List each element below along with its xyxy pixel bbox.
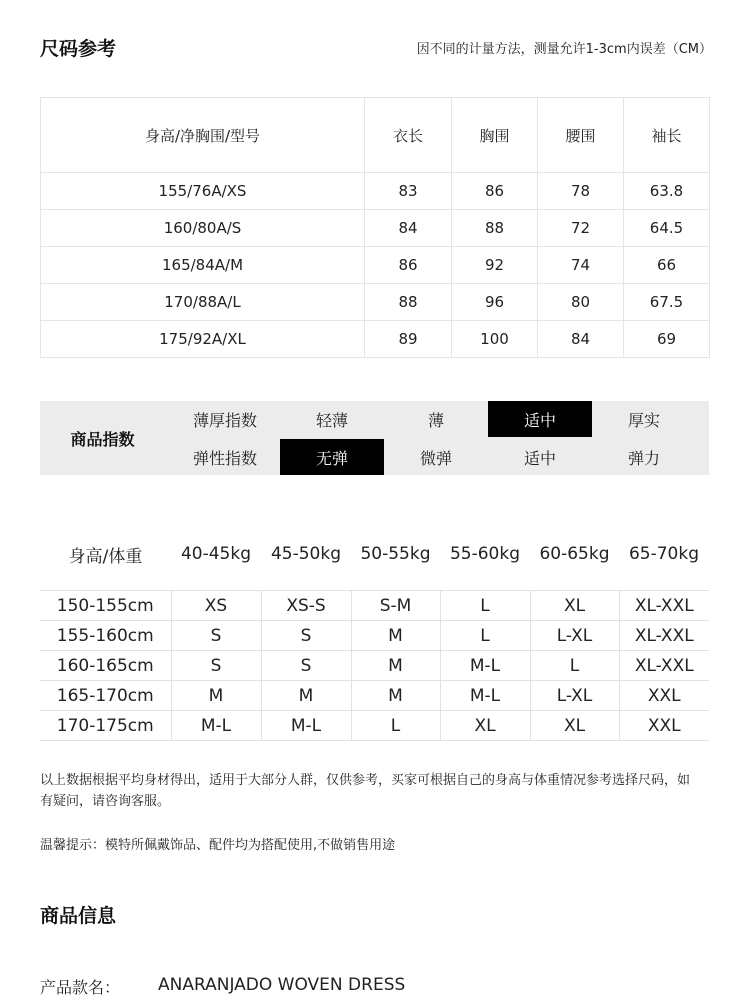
table-cell: XXL xyxy=(619,681,709,711)
table-row xyxy=(41,173,710,210)
table-cell: 88 xyxy=(365,284,452,321)
table-cell: M-L xyxy=(261,711,351,741)
header-chest: 胸围 xyxy=(452,98,538,173)
table-cell: 170/88A/L xyxy=(41,284,365,321)
table-cell: L xyxy=(440,591,530,621)
weight-table-header xyxy=(40,532,709,576)
product-name-label: 产品款名： xyxy=(40,978,121,997)
table-cell: 74 xyxy=(538,247,624,284)
table-cell: XL-XXL xyxy=(619,591,709,621)
table-row xyxy=(40,591,709,621)
header-height-chest-size: 身高/净胸围/型号 xyxy=(41,98,365,173)
header-weight-range: 55-60kg xyxy=(449,544,521,564)
height-range-cell: 155-160cm xyxy=(40,621,171,651)
elasticity-option-medium: 适中 xyxy=(523,448,556,468)
table-cell: 88 xyxy=(452,210,538,247)
size-table-header xyxy=(41,98,710,173)
height-range-cell: 165-170cm xyxy=(40,681,171,711)
header-weight-range: 65-70kg xyxy=(628,544,700,564)
table-cell: M-L xyxy=(440,651,530,681)
table-cell: 69 xyxy=(624,321,710,358)
table-row xyxy=(40,621,709,651)
table-cell: L xyxy=(530,651,619,681)
table-cell: L xyxy=(351,711,440,741)
thickness-option-thick: 厚实 xyxy=(627,410,660,430)
table-cell: S xyxy=(171,621,261,651)
measurement-note: 因不同的计量方法，测量允许1-3cm内误差（CM） xyxy=(416,42,712,57)
elasticity-index-name: 弹性指数 xyxy=(192,448,257,468)
weight-size-table xyxy=(40,590,709,741)
header-height-weight: 身高/体重 xyxy=(68,546,143,567)
table-row xyxy=(40,681,709,711)
header-weight-range: 45-50kg xyxy=(270,544,342,564)
table-cell: 84 xyxy=(538,321,624,358)
header-waist: 腰围 xyxy=(538,98,624,173)
table-row xyxy=(41,321,710,358)
header-length: 衣长 xyxy=(365,98,452,173)
product-index-label: 商品指数 xyxy=(70,429,135,449)
table-cell: 67.5 xyxy=(624,284,710,321)
table-cell: 89 xyxy=(365,321,452,358)
header-weight-range: 50-55kg xyxy=(360,544,431,564)
model-accessory-tip: 温馨提示：模特所佩戴饰品、配件均为搭配使用,不做销售用途 xyxy=(40,838,396,853)
thickness-option-thin: 薄 xyxy=(427,410,444,430)
table-cell: 80 xyxy=(538,284,624,321)
table-cell: M-L xyxy=(171,711,261,741)
table-cell: 66 xyxy=(624,247,710,284)
table-cell: S xyxy=(261,651,351,681)
table-cell: XL-XXL xyxy=(619,621,709,651)
elasticity-option-stretch: 弹力 xyxy=(627,448,660,468)
height-range-cell: 160-165cm xyxy=(40,651,171,681)
table-cell: L-XL xyxy=(530,681,619,711)
table-cell: XXL xyxy=(619,711,709,741)
table-cell: M xyxy=(351,621,440,651)
table-cell: L xyxy=(440,621,530,651)
size-disclaimer: 以上数据根据平均身材得出，适用于大部分人群，仅供参考，买家可根据自己的身高与体重情况参考选择尺码，如有疑问，请咨询客服。 xyxy=(40,773,691,809)
height-range-cell: 170-175cm xyxy=(40,711,171,741)
size-reference-title: 尺码参考 xyxy=(40,38,117,60)
table-row xyxy=(40,711,709,741)
table-cell: 92 xyxy=(452,247,538,284)
table-row xyxy=(41,247,710,284)
product-name-value: ANARANJADO WOVEN DRESS xyxy=(158,975,406,995)
table-cell: S-M xyxy=(351,591,440,621)
elasticity-option-slight: 微弹 xyxy=(419,448,452,468)
table-cell: L-XL xyxy=(530,621,619,651)
table-row xyxy=(41,284,710,321)
table-cell: 83 xyxy=(365,173,452,210)
table-cell: 165/84A/M xyxy=(41,247,365,284)
size-table xyxy=(40,97,710,358)
table-cell: 86 xyxy=(452,173,538,210)
table-cell: M xyxy=(351,651,440,681)
table-cell: S xyxy=(261,621,351,651)
thickness-option-medium-selected: 适中 xyxy=(488,401,592,437)
table-cell: M xyxy=(261,681,351,711)
table-cell: 84 xyxy=(365,210,452,247)
table-cell: XS-S xyxy=(261,591,351,621)
table-cell: 160/80A/S xyxy=(41,210,365,247)
table-cell: 96 xyxy=(452,284,538,321)
table-cell: 72 xyxy=(538,210,624,247)
thickness-index-row xyxy=(170,401,709,437)
table-cell: 86 xyxy=(365,247,452,284)
table-cell: 175/92A/XL xyxy=(41,321,365,358)
thickness-index-name: 薄厚指数 xyxy=(192,410,257,430)
header-weight-range: 60-65kg xyxy=(539,544,610,564)
header-weight-range: 40-45kg xyxy=(180,544,252,564)
table-cell: XL xyxy=(530,711,619,741)
table-cell: XS xyxy=(171,591,261,621)
table-cell: 155/76A/XS xyxy=(41,173,365,210)
table-cell: M xyxy=(351,681,440,711)
table-cell: M-L xyxy=(440,681,530,711)
product-info-title: 商品信息 xyxy=(40,905,117,927)
table-cell: S xyxy=(171,651,261,681)
table-cell: 78 xyxy=(538,173,624,210)
table-row xyxy=(41,210,710,247)
table-cell: XL xyxy=(440,711,530,741)
table-cell: M xyxy=(171,681,261,711)
table-cell: 63.8 xyxy=(624,173,710,210)
table-row xyxy=(40,651,709,681)
table-cell: XL-XXL xyxy=(619,651,709,681)
header-sleeve: 袖长 xyxy=(624,98,710,173)
height-range-cell: 150-155cm xyxy=(40,591,171,621)
table-cell: 64.5 xyxy=(624,210,710,247)
elasticity-option-none-selected: 无弹 xyxy=(280,439,384,475)
table-cell: XL xyxy=(530,591,619,621)
elasticity-index-row xyxy=(170,439,709,475)
thickness-option-light: 轻薄 xyxy=(315,410,348,430)
table-cell: 100 xyxy=(452,321,538,358)
